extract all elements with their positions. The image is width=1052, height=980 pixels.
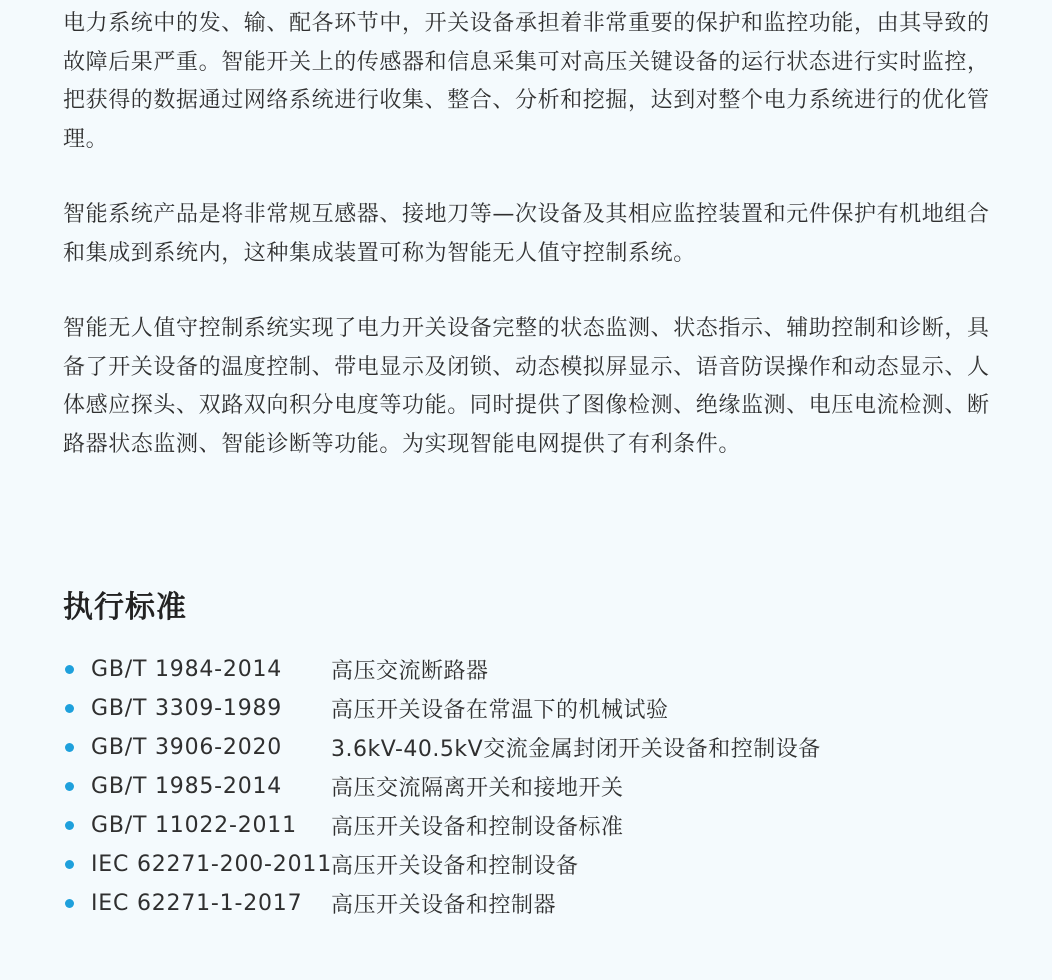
standard-code: GB/T 1984-2014 [91, 657, 283, 682]
standards-list [63, 650, 1012, 923]
list-item [63, 845, 1012, 884]
intro-paragraph-2: 智能系统产品是将非常规互感器、接地刀等—次设备及其相应监控装置和元件保护有机地组合和集成到系统内，这种集成装置可称为智能无人值守控制系统。 [63, 202, 990, 266]
standard-name: 高压交流隔离开关和接地开关 [331, 776, 624, 801]
list-item [63, 767, 1012, 806]
bullet-icon [65, 704, 74, 713]
standard-code: GB/T 11022-2011 [91, 813, 297, 838]
standard-code: IEC 62271-200-2011 [91, 852, 332, 877]
standards-section [63, 588, 1012, 923]
standard-code: GB/T 3906-2020 [91, 735, 283, 760]
list-item [63, 689, 1012, 728]
bullet-icon [65, 782, 74, 791]
standard-code: GB/T 3309-1989 [91, 696, 283, 721]
intro-section [63, 0, 1012, 464]
standard-name: 高压开关设备在常温下的机械试验 [331, 698, 669, 723]
standard-name: 高压开关设备和控制设备标准 [331, 815, 624, 840]
bullet-icon [65, 860, 74, 869]
bullet-icon [65, 665, 74, 674]
standard-name: 高压交流断路器 [331, 659, 489, 684]
standard-name: 高压开关设备和控制设备 [331, 854, 579, 879]
list-item [63, 884, 1012, 923]
intro-paragraph-1: 电力系统中的发、输、配各环节中，开关设备承担着非常重要的保护和监控功能，由其导致的故障后果严重。智能开关上的传感器和信息采集可对高压关键设备的运行状态进行实时监控，把获得的数据通过网络系统进行收集、整合、分析和挖掘，达到对整个电力系统进行的优化管理。 [63, 11, 990, 152]
standard-name: 高压开关设备和控制器 [331, 893, 557, 918]
standard-code: IEC 62271-1-2017 [91, 891, 303, 916]
bullet-icon [65, 899, 74, 908]
list-item [63, 650, 1012, 689]
bullet-icon [65, 743, 74, 752]
list-item [63, 806, 1012, 845]
intro-paragraph-3: 智能无人值守控制系统实现了电力开关设备完整的状态监测、状态指示、辅助控制和诊断，具备了开关设备的温度控制、带电显示及闭锁、动态模拟屏显示、语音防误操作和动态显示、人体感应探头、双路双向积分电度等功能。同时提供了图像检测、绝缘监测、电压电流检测、断路器状态监测、智能诊断等功能。为实现智能电网提供了有利条件。 [63, 316, 990, 457]
standard-code: GB/T 1985-2014 [91, 774, 283, 799]
bullet-icon [65, 821, 74, 830]
standard-name: 3.6kV-40.5kV交流金属封闭开关设备和控制设备 [331, 737, 821, 762]
section-title: 执行标准 [63, 590, 187, 625]
list-item [63, 728, 1012, 767]
